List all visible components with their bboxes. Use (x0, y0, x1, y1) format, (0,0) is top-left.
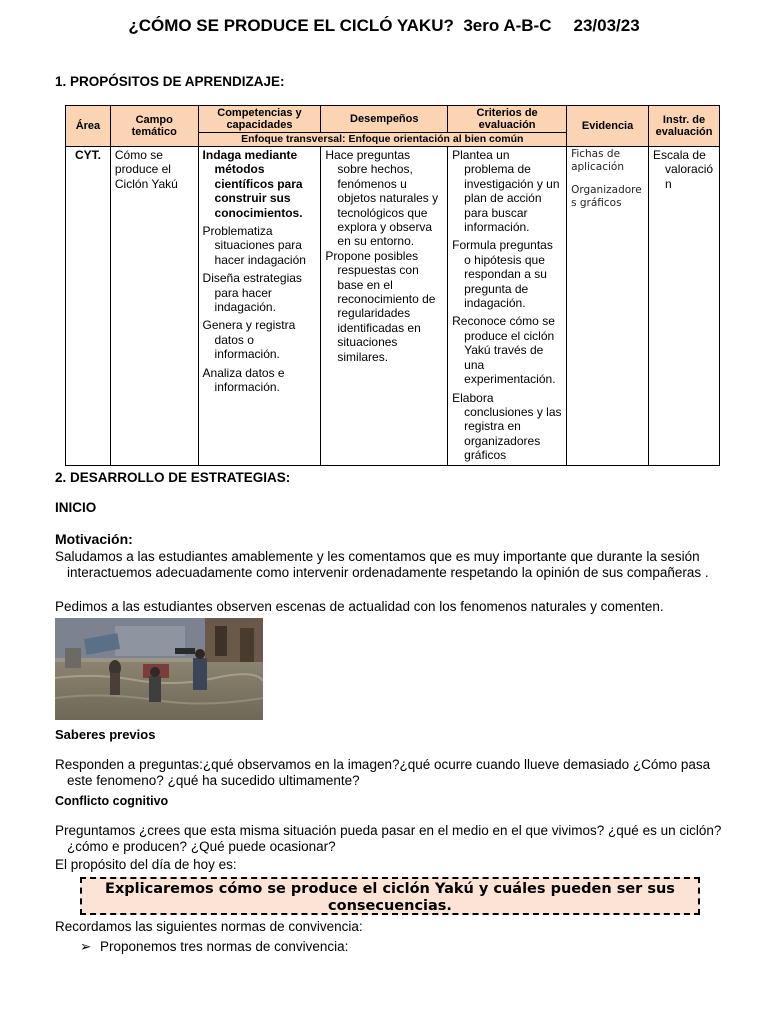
header-evidencia: Evidencia (567, 106, 649, 147)
date: 23/03/23 (573, 16, 640, 35)
cell-instr (649, 147, 720, 466)
bullet-item (80, 939, 348, 955)
purpose-text: Explicaremos cómo se produce el ciclón Yakú y cuáles pueden ser sus consecuencias. (105, 881, 675, 914)
bullet-text: Proponemos tres normas de convivencia: (100, 939, 349, 954)
header-campo: Campo temático (110, 106, 198, 147)
section-heading-propositos: 1. PROPÓSITOS DE APRENDIZAJE: (55, 74, 285, 89)
header-area: Área (66, 106, 111, 147)
learning-purposes-table (65, 105, 720, 466)
header-instr: Instr. de evaluación (649, 106, 720, 147)
evidencia-item: Organizadores gráficos (571, 184, 642, 209)
table-row (66, 147, 720, 466)
paragraph-saberes: Responden a preguntas:¿qué observamos en la imagen?¿qué ocurre cuando llueve demasiado ¿Cómo pasa este fenomeno? ¿qué ha sucedido ultimamente? (55, 757, 711, 788)
motivacion-heading: Motivación: (55, 531, 133, 547)
inicio-heading: INICIO (55, 500, 97, 515)
header-criterios: Criterios de evaluación (448, 106, 567, 133)
purpose-box (80, 877, 700, 915)
paragraph-proposito-intro: El propósito del día de hoy es: (55, 857, 237, 872)
title-text: ¿CÓMO SE PRODUCE EL CICLÓ YAKU? 3ero A-B-C (128, 16, 552, 35)
capacidad-item: Problematiza situaciones para hacer indagación (202, 224, 306, 267)
table-header-row (66, 106, 720, 133)
cell-evidencia (567, 147, 649, 466)
criterio-item: Elabora conclusiones y las registra en organizadores gráficos (452, 390, 562, 463)
paragraph-conflicto: Preguntamos ¿crees que esta misma situación pueda pasar en el medio en el que vivimos? ¿qué es un ciclón?¿cómo e producen? ¿Qué puede ocasionar? (55, 823, 722, 854)
page-title (0, 16, 768, 36)
flood-photo (55, 618, 263, 720)
capacidad-item: Analiza datos e información. (202, 365, 285, 395)
criterio-item: Reconoce cómo se produce el ciclón Yakú través de una experimentación. (452, 314, 556, 387)
criterio-item: Formula preguntas o hipótesis que respondan a su pregunta de indagación. (452, 238, 553, 311)
desempeno-item: Hace preguntas sobre hechos, fenómenos u objetos naturales y tecnológicos que explora y observa en su entorno. (325, 148, 439, 249)
evidencia-item: Fichas de aplicación (571, 148, 624, 173)
header-competencias: Competencias y capacidades (198, 106, 321, 133)
saberes-heading: Saberes previos (55, 727, 156, 742)
instr-item: Escala de valoración (653, 148, 714, 191)
arrow-bullet-icon: ➢ (80, 939, 92, 954)
paragraph-observe: Pedimos a las estudiantes observen escenas de actualidad con los fenomenos naturales y comenten. (55, 599, 664, 614)
capacidad-item: Genera y registra datos o información. (202, 318, 296, 362)
enfoque-transversal: Enfoque transversal: Enfoque orientación al bien común (198, 133, 567, 147)
header-desempenos: Desempeños (321, 106, 448, 133)
paragraph-motivacion: Saludamos a las estudiantes amablemente y les comentamos que es muy importante que durante la sesión interactuemos adecuadamente como intervenir ordenadamente respetando la opinión de sus compañeras . (55, 549, 709, 580)
criterio-item: Plantea un problema de investigación y un plan de acción para buscar información. (452, 148, 560, 235)
competencia-title: Indaga mediante métodos científicos para construir sus conocimientos. (202, 148, 303, 220)
desempeno-item: Propone posibles respuestas con base en el reconocimiento de regularidades identificadas en situaciones similares. (325, 248, 436, 364)
capacidad-item: Diseña estrategias para hacer indagación. (202, 271, 302, 315)
paragraph-normas: Recordamos las siguientes normas de convivencia: (55, 919, 363, 934)
cell-desempenos (321, 147, 448, 466)
section-heading-desarrollo: 2. DESARROLLO DE ESTRATEGIAS: (55, 470, 291, 485)
conflicto-heading: Conflicto cognitivo (55, 794, 169, 808)
cell-area: CYT. (66, 147, 111, 466)
cell-competencias (198, 147, 321, 466)
cell-campo: Cómo se produce el Ciclón Yakú (110, 147, 198, 466)
cell-criterios (448, 147, 567, 466)
